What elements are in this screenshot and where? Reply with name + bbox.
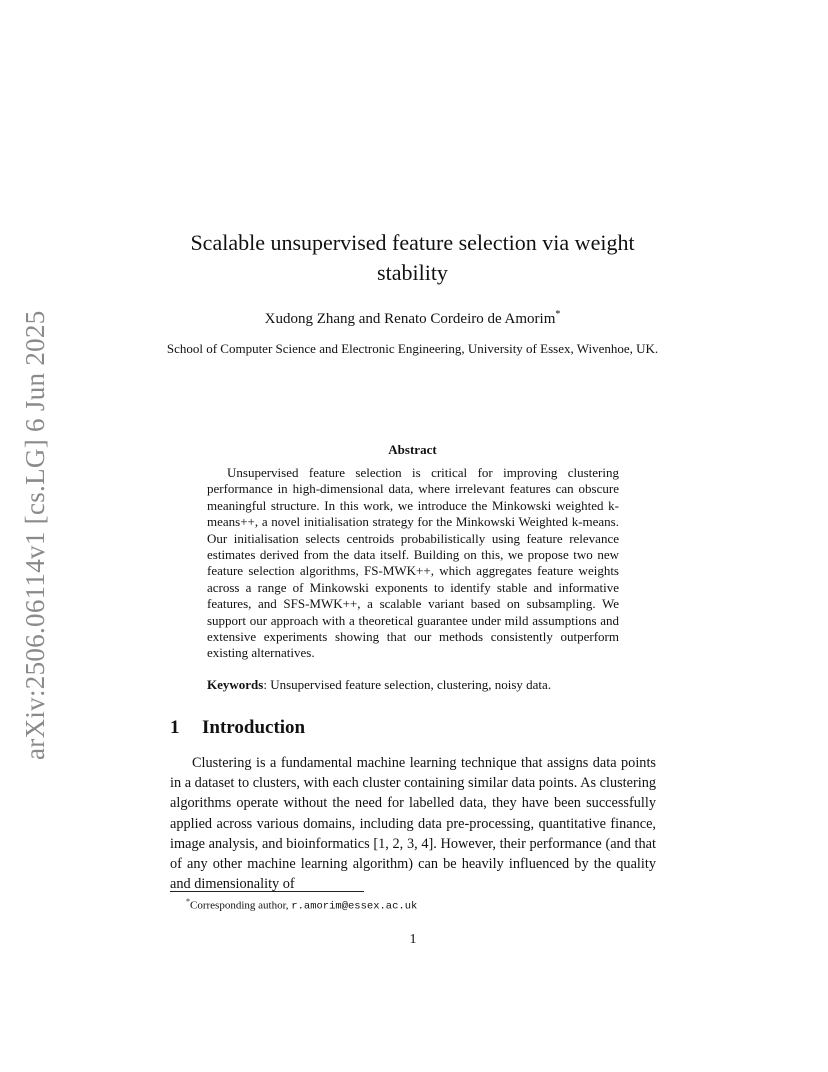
author-affiliation: School of Computer Science and Electronic Engineering, University of Essex, Wivenhoe, UK.	[166, 341, 659, 356]
abstract-text: Unsupervised feature selection is critical for improving clustering performance in high-dimensional data, where irrelevant features can obscure meaningful structure. In this work, we introduce the Minkowski weighted k-means++, a novel initialisation strategy for the Minkowski Weighted k-means. Our initialisation selects centroids probabilistically using feature relevance estimates derived from the data itself. Building on this, we propose two new feature selection algorithms, FS-MWK++, which aggregates feature weights across a range of Minkowski exponents to identify stable and informative features, and SFS-MWK++, a scalable variant based on subsampling. We support our approach with a theoretical guarantee under mild assumptions and extensive experiments showing that our methods consistently outperform existing alternatives.	[207, 465, 619, 661]
footnote-marker: *	[186, 897, 190, 906]
keywords-line	[207, 677, 627, 693]
keywords-text: : Unsupervised feature selection, clustering, noisy data.	[263, 677, 552, 692]
footnote	[186, 895, 417, 914]
section-heading-introduction	[170, 717, 305, 739]
paper-title: Scalable unsupervised feature selection via weight stability	[190, 230, 635, 285]
author-names: Xudong Zhang and Renato Cordeiro de Amorim	[264, 311, 556, 327]
corresponding-author-marker: *	[555, 309, 561, 320]
introduction-paragraph: Clustering is a fundamental machine learning technique that assigns data points in a dataset to clusters, with each cluster containing similar data points. As clustering algorithms operate without the need for labelled data, they have been successfully applied across various domains, including data pre-processing, quantitative finance, image analysis, and bioinformatics [1, 2, 3, 4]. However, their performance (and that of any other machine learning algorithm) can be heavily influenced by the quality and dimensionality of	[170, 755, 656, 893]
footnote-divider	[170, 891, 364, 892]
section-number: 1	[170, 717, 180, 738]
abstract-heading: Abstract	[388, 442, 437, 457]
arxiv-identifier-stamp: arXiv:2506.06114v1 [cs.LG] 6 Jun 2025	[20, 310, 50, 760]
corresponding-email: r.amorim@essex.ac.uk	[291, 900, 418, 913]
section-title: Introduction	[202, 717, 306, 738]
keywords-label: Keywords	[207, 677, 264, 692]
author-list	[160, 305, 665, 329]
footnote-text: Corresponding author,	[190, 899, 292, 912]
page-number: 1	[409, 932, 417, 947]
